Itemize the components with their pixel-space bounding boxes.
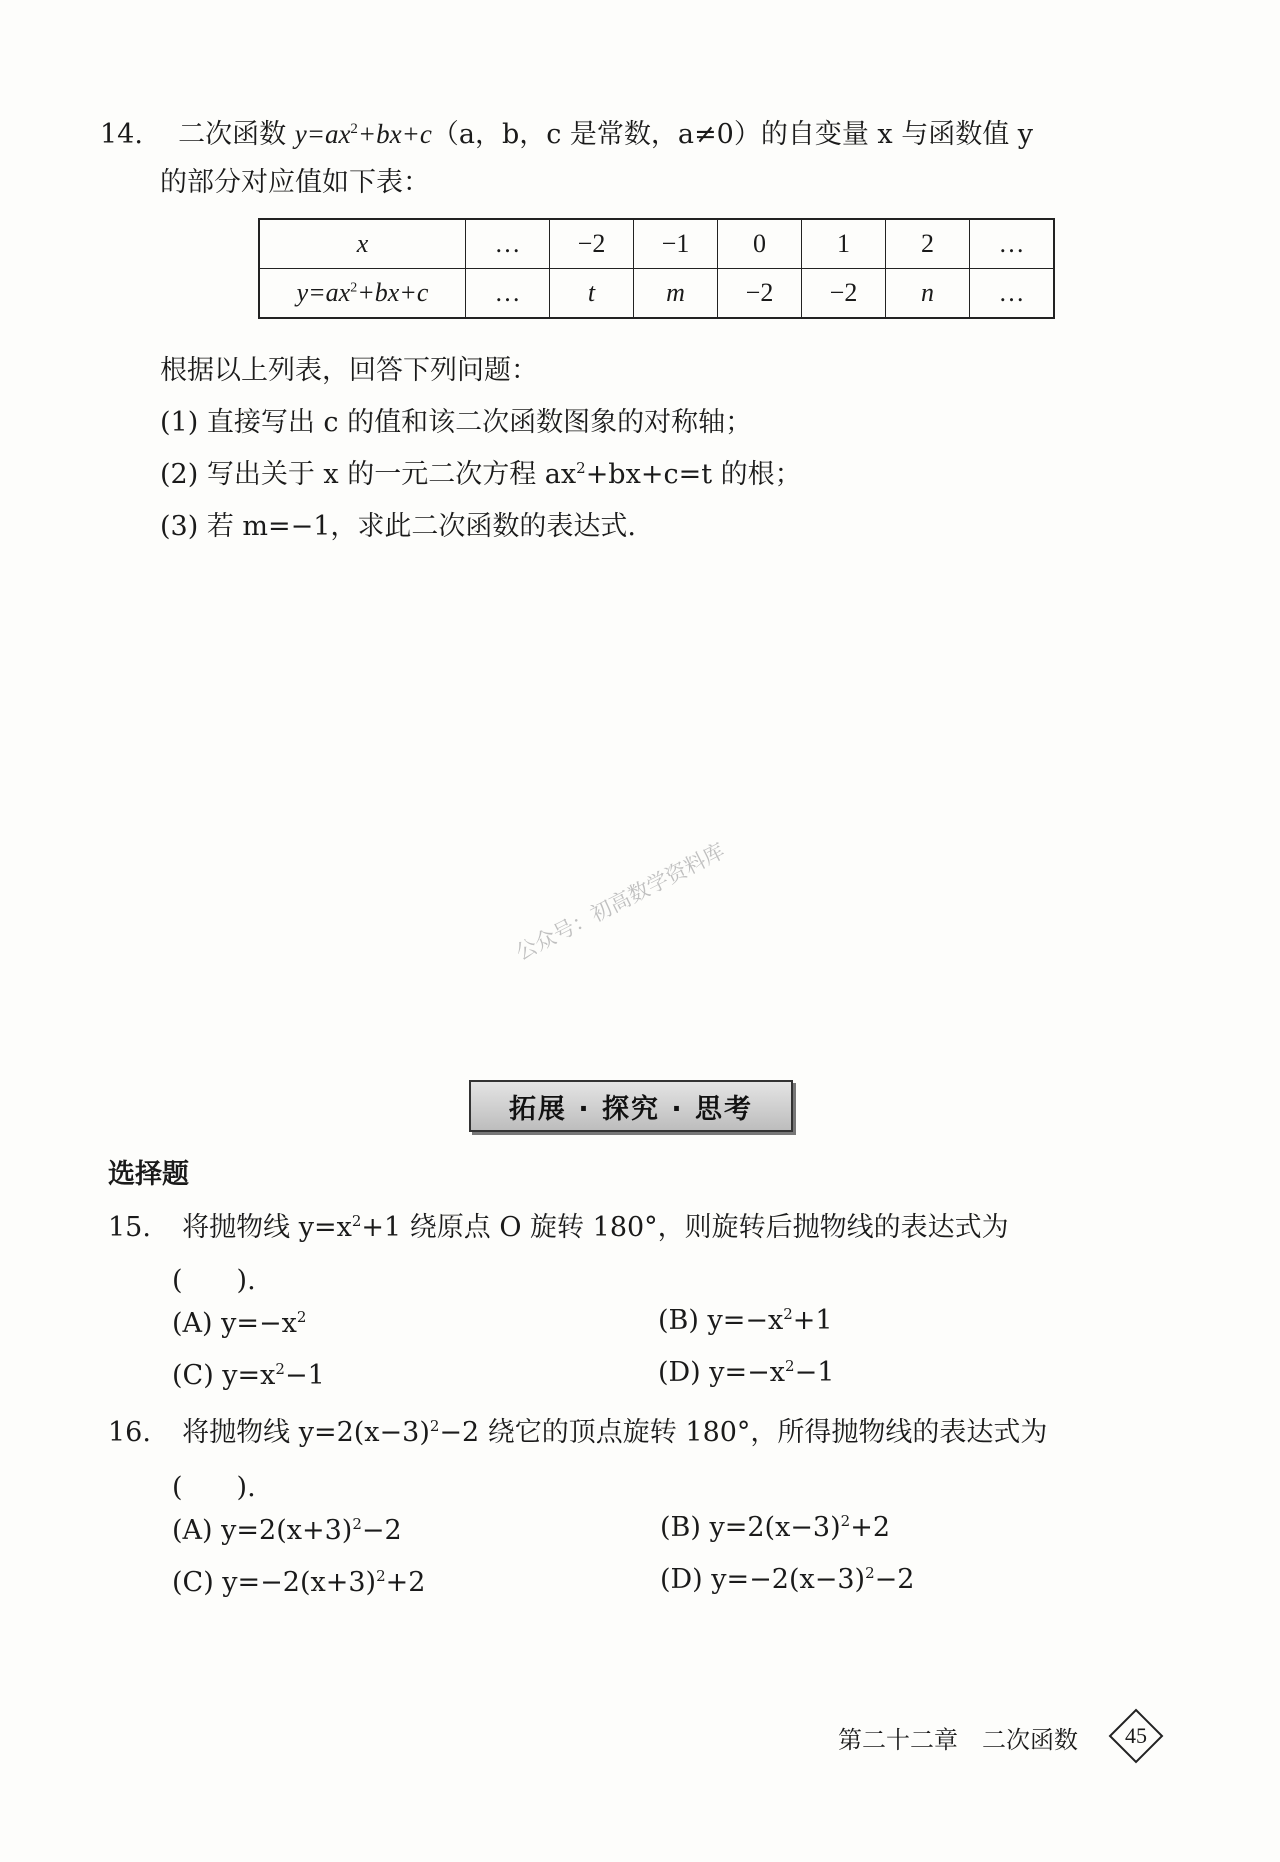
q14-text-pre: 二次函数 (178, 119, 295, 150)
q14-formula: y=ax (294, 119, 351, 149)
q16-line1: 16. 将抛物线 $y=2(x-3)^2-2$ 绕它的顶点旋转 180°，所得抛物线的表达式为 (108, 1417, 1048, 1448)
q15-number: 15. (108, 1212, 151, 1243)
table-cell: −1 (634, 219, 718, 269)
q15-line1: 15. 将抛物线 $y=x^2+1$ 绕原点 O 旋转 180°，则旋转后抛物线的表达式为 (108, 1212, 1009, 1243)
q16-number: 16. (108, 1417, 151, 1448)
q15-option-d: (D) $y=-x^2-1$ (658, 1357, 835, 1388)
q14-sub1: (1) 直接写出 c 的值和该二次函数图象的对称轴； (160, 407, 753, 438)
q16-option-d: (D) $y=-2(x-3)^2-2$ (660, 1564, 915, 1595)
q15-option-c: (C) $y=x^2-1$ (172, 1360, 325, 1391)
q16-option-b: (B) $y=2(x-3)^2+2$ (660, 1512, 891, 1543)
q14-sub2: (2) 写出关于 x 的一元二次方程 $ax^2+bx+c=t$ 的根； (160, 459, 802, 490)
q15-blank: ( ). (172, 1265, 256, 1296)
q14-condition: （a，b，c 是常数，a≠0）的自变量 x 与函数值 y (431, 119, 1034, 150)
q14-number: 14. (100, 119, 143, 150)
q14-value-table (258, 218, 1055, 319)
q15-option-b: (B) $y=-x^2+1$ (658, 1305, 833, 1336)
table-cell: m (634, 269, 718, 319)
table-cell: … (970, 219, 1055, 269)
q14-formula-tail: +bx+c (357, 119, 432, 149)
watermark-text: 公众号：初高数学资料库 (511, 838, 729, 965)
table-cell: −2 (802, 269, 886, 319)
section-title: 选择题 (108, 1159, 189, 1190)
table-cell: … (466, 269, 550, 319)
section-banner: 拓展 · 探究 · 思考 (469, 1080, 793, 1132)
q14-sub3: (3) 若 m=−1，求此二次函数的表达式. (160, 511, 637, 542)
table-cell: 0 (718, 219, 802, 269)
q16-option-c: (C) $y=-2(x+3)^2+2$ (172, 1567, 426, 1598)
footer-chapter: 第二十二章 二次函数 (838, 1726, 1078, 1754)
q15-option-a: (A) $y=-x^2$ (172, 1308, 307, 1339)
page-number: 45 (1108, 1708, 1164, 1764)
table-cell: … (970, 269, 1055, 319)
q16-blank: ( ). (172, 1472, 256, 1503)
q16-option-a: (A) $y=2(x+3)^2-2$ (172, 1515, 402, 1546)
table-cell: n (886, 269, 970, 319)
table-header-y: $y=ax^2+bx+c$ (259, 269, 466, 319)
table-cell: 1 (802, 219, 886, 269)
q14-formula-sup: 2 (350, 121, 358, 137)
table-cell: t (550, 269, 634, 319)
table-cell: −2 (550, 219, 634, 269)
q14-prompt: 根据以上列表，回答下列问题： (160, 355, 538, 386)
table-row-x (259, 219, 1054, 269)
table-cell: −2 (718, 269, 802, 319)
table-header-x: x (259, 219, 466, 269)
table-cell: … (466, 219, 550, 269)
table-cell: 2 (886, 219, 970, 269)
table-row-y (259, 269, 1054, 319)
q14-line1 (100, 112, 1033, 151)
q14-line2: 的部分对应值如下表： (160, 167, 430, 198)
